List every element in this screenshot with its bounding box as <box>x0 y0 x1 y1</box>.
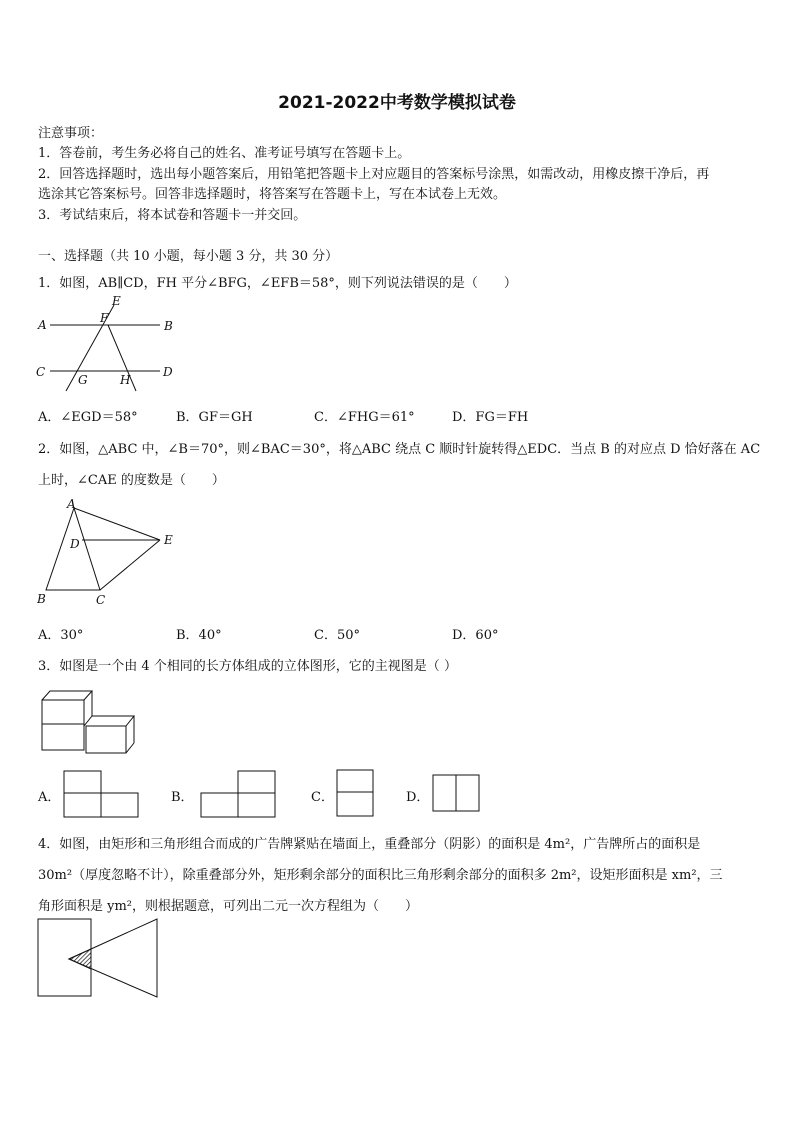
q3-option-a-label[interactable]: A． <box>38 790 61 805</box>
q2-option-c[interactable]: C．50° <box>314 628 360 643</box>
q4-stem-a: 4．如图，由矩形和三角形组合而成的广告牌紧贴在墙面上，重叠部分（阴影）的面积是 4m²，广告牌所占的面积是 <box>38 837 701 852</box>
q3-option-d-figure[interactable] <box>432 774 482 814</box>
label-D: D <box>70 537 80 551</box>
label-A: A <box>38 318 47 332</box>
q1-stem: 1．如图，AB∥CD，FH 平分∠BFG，∠EFB＝58°，则下列说法错误的是（ ） <box>38 276 517 291</box>
q4-figure <box>37 917 161 999</box>
q3-stem: 3．如图是一个由 4 个相同的长方体组成的立体图形，它的主视图是（ ） <box>38 659 457 674</box>
q2-option-b[interactable]: B．40° <box>176 628 222 643</box>
q3-option-b-label[interactable]: B． <box>171 790 194 805</box>
label-D: D <box>163 365 173 379</box>
overlap-shaded-region <box>69 949 91 969</box>
label-G: G <box>78 373 88 387</box>
q4-stem-c: 角形面积是 ym²，则根据题意，可列出二元一次方程组为（ ） <box>38 899 419 914</box>
notice-item-2a: 2．回答选择题时，选出每小题答案后，用铅笔把答题卡上对应题目的答案标号涂黑，如需改动，用橡皮擦干净后，再 <box>38 167 710 182</box>
label-A: A <box>67 497 76 511</box>
label-C: C <box>36 365 46 379</box>
label-F: F <box>100 311 109 325</box>
q3-option-a-figure[interactable] <box>63 770 141 820</box>
notice-item-2b: 选涂其它答案标号。回答非选择题时，将答案写在答题卡上，写在本试卷上无效。 <box>38 187 507 202</box>
q3-option-d-label[interactable]: D． <box>406 790 430 805</box>
q2-stem-a: 2．如图，△ABC 中，∠B＝70°，则∠BAC＝30°，将△ABC 绕点 C 顺时针旋转得△EDC．当点 B 的对应点 D 恰好落在 AC <box>38 442 761 457</box>
q3-option-c-label[interactable]: C． <box>311 790 334 805</box>
q2-stem-b: 上时，∠CAE 的度数是（ ） <box>38 473 225 488</box>
q2-option-d[interactable]: D．60° <box>452 628 499 643</box>
section-heading: 一、选择题（共 10 小题，每小题 3 分，共 30 分） <box>38 249 339 264</box>
notice-heading: 注意事项： <box>38 126 104 141</box>
label-E: E <box>164 533 173 547</box>
q1-figure <box>36 293 186 393</box>
q4-stem-b: 30m²（厚度忽略不计），除重叠部分外，矩形剩余部分的面积比三角形剩余部分的面积多 2m²，设矩形面积是 xm²，三 <box>38 868 723 883</box>
page-title: 2021-2022中考数学模拟试卷 <box>278 93 516 113</box>
notice-item-1: 1．答卷前，考生务必将自己的姓名、准考证号填写在答题卡上。 <box>38 146 411 161</box>
q1-option-d[interactable]: D．FG＝FH <box>452 410 529 425</box>
q1-option-c[interactable]: C．∠FHG＝61° <box>314 410 415 425</box>
label-B: B <box>164 319 173 333</box>
label-C: C <box>96 593 106 607</box>
label-H: H <box>120 373 131 387</box>
q3-option-b-figure[interactable] <box>200 770 278 820</box>
q1-option-b[interactable]: B．GF＝GH <box>176 410 253 425</box>
q2-figure <box>34 498 184 608</box>
q3-solid-figure <box>38 688 134 758</box>
label-B: B <box>37 592 46 606</box>
label-E: E <box>112 294 121 308</box>
notice-item-3: 3．考试结束后，将本试卷和答题卡一并交回。 <box>38 208 307 223</box>
q2-option-a[interactable]: A．30° <box>38 628 84 643</box>
q1-option-a[interactable]: A．∠EGD＝58° <box>38 410 138 425</box>
q3-option-c-figure[interactable] <box>336 769 376 819</box>
